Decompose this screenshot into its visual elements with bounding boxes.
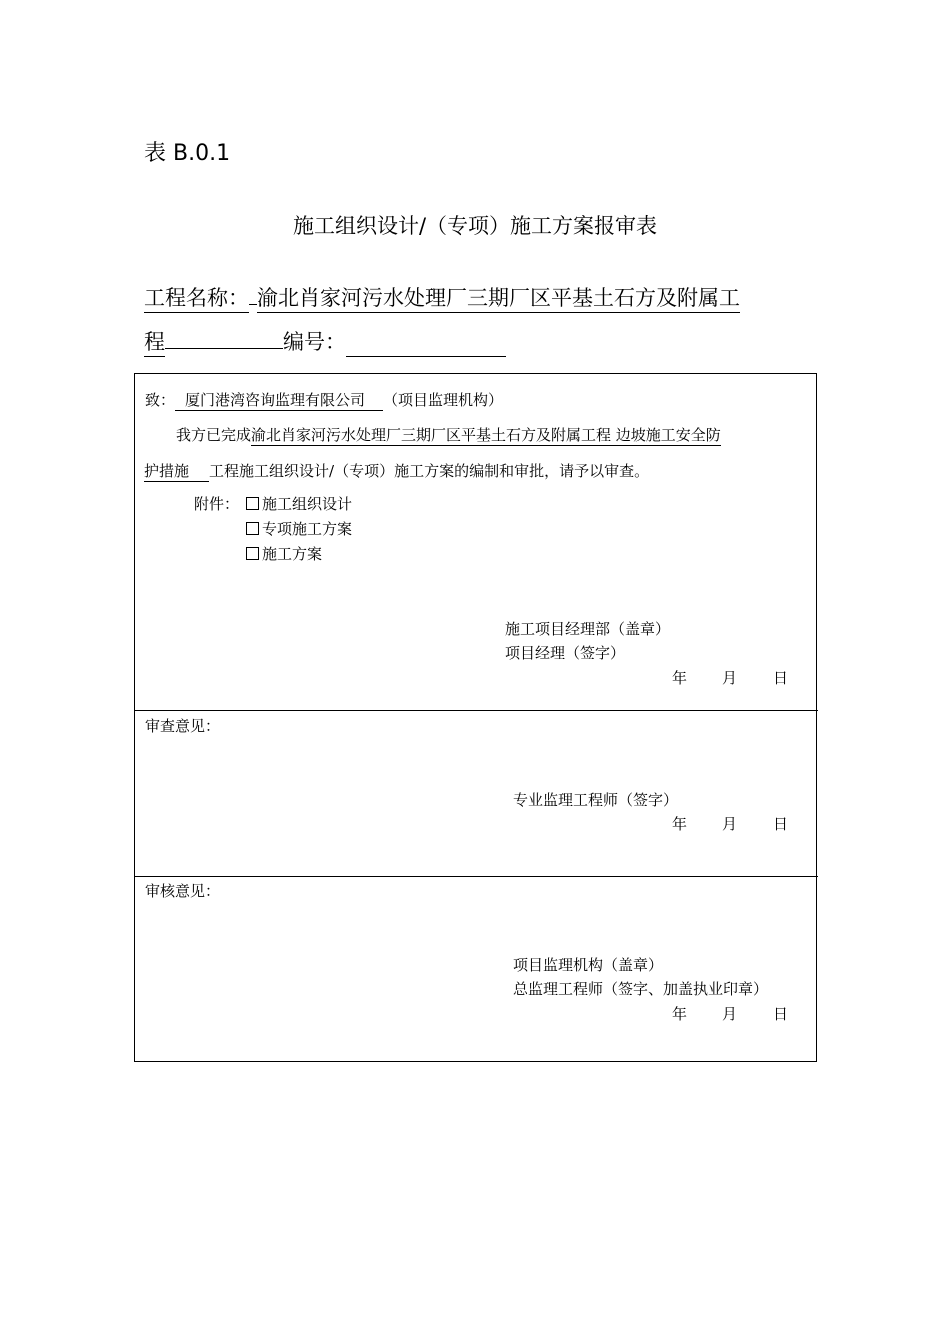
to-suffix: （项目监理机构） bbox=[383, 391, 504, 409]
approval-opinion-label: 审核意见： bbox=[145, 882, 221, 900]
chief-engineer-sign-label: 总监理工程师（签字、加盖执业印章） bbox=[513, 980, 769, 998]
engineer-sign-label: 专业监理工程师（签字） bbox=[513, 791, 679, 809]
contractor-seal-label: 施工项目经理部（盖章） bbox=[505, 620, 671, 638]
date-year: 年 bbox=[672, 815, 688, 833]
date-day: 日 bbox=[773, 1005, 789, 1023]
project-name-line-1 bbox=[144, 282, 740, 313]
checkbox-icon[interactable] bbox=[246, 497, 259, 510]
supervision-seal-label: 项目监理机构（盖章） bbox=[513, 956, 664, 974]
number-field[interactable] bbox=[346, 336, 506, 357]
attachment-label: 施工方案 bbox=[262, 545, 323, 563]
body-prefix: 我方已完成 bbox=[176, 426, 252, 444]
project-name-line-2 bbox=[144, 326, 506, 357]
attachment-label: 施工组织设计 bbox=[262, 495, 353, 513]
body-suffix: 工程施工组织设计/（专项）施工方案的编制和审批，请予以审查。 bbox=[209, 462, 650, 480]
number-label: 编号： bbox=[283, 330, 346, 354]
attachment-item[interactable] bbox=[246, 543, 322, 564]
project-manager-sign-label: 项目经理（签字） bbox=[505, 644, 626, 662]
project-name-part-1: 渝北肖家河污水处理厂三期厂区平基土石方及附属工 bbox=[257, 282, 740, 313]
attachment-label: 专项施工方案 bbox=[262, 520, 353, 538]
checkbox-icon[interactable] bbox=[246, 547, 259, 560]
supervision-org: 厦门港湾咨询监理有限公司 bbox=[175, 389, 383, 411]
review-opinion-label: 审查意见： bbox=[145, 717, 221, 735]
project-name-underline-blank bbox=[165, 348, 283, 349]
to-label: 致： bbox=[145, 391, 176, 409]
date-month: 月 bbox=[722, 1005, 738, 1023]
project-name-gap bbox=[249, 304, 257, 305]
row-divider-2 bbox=[134, 876, 818, 877]
date-month: 月 bbox=[722, 669, 738, 687]
date-year: 年 bbox=[672, 669, 688, 687]
attachments-label: 附件： bbox=[194, 495, 240, 513]
form-code: 表 B.0.1 bbox=[144, 141, 231, 166]
document-title: 施工组织设计/（专项）施工方案报审表 bbox=[292, 214, 658, 238]
addressee-line bbox=[145, 389, 503, 411]
date-day: 日 bbox=[773, 669, 789, 687]
date-day: 日 bbox=[773, 815, 789, 833]
body-line-2 bbox=[144, 460, 649, 482]
body-project: 渝北肖家河污水处理厂三期厂区平基土石方及附属工程 边坡施工安全防 bbox=[251, 426, 721, 444]
date-month: 月 bbox=[722, 815, 738, 833]
checkbox-icon[interactable] bbox=[246, 522, 259, 535]
attachment-item[interactable] bbox=[246, 518, 352, 539]
body-project-cont: 护措施 bbox=[144, 460, 209, 482]
date-year: 年 bbox=[672, 1005, 688, 1023]
row-divider-1 bbox=[134, 710, 818, 711]
attachment-item[interactable] bbox=[246, 493, 352, 514]
project-label: 工程名称： bbox=[144, 282, 249, 313]
body-line-1 bbox=[176, 424, 721, 446]
project-name-part-2: 程 bbox=[144, 326, 165, 357]
